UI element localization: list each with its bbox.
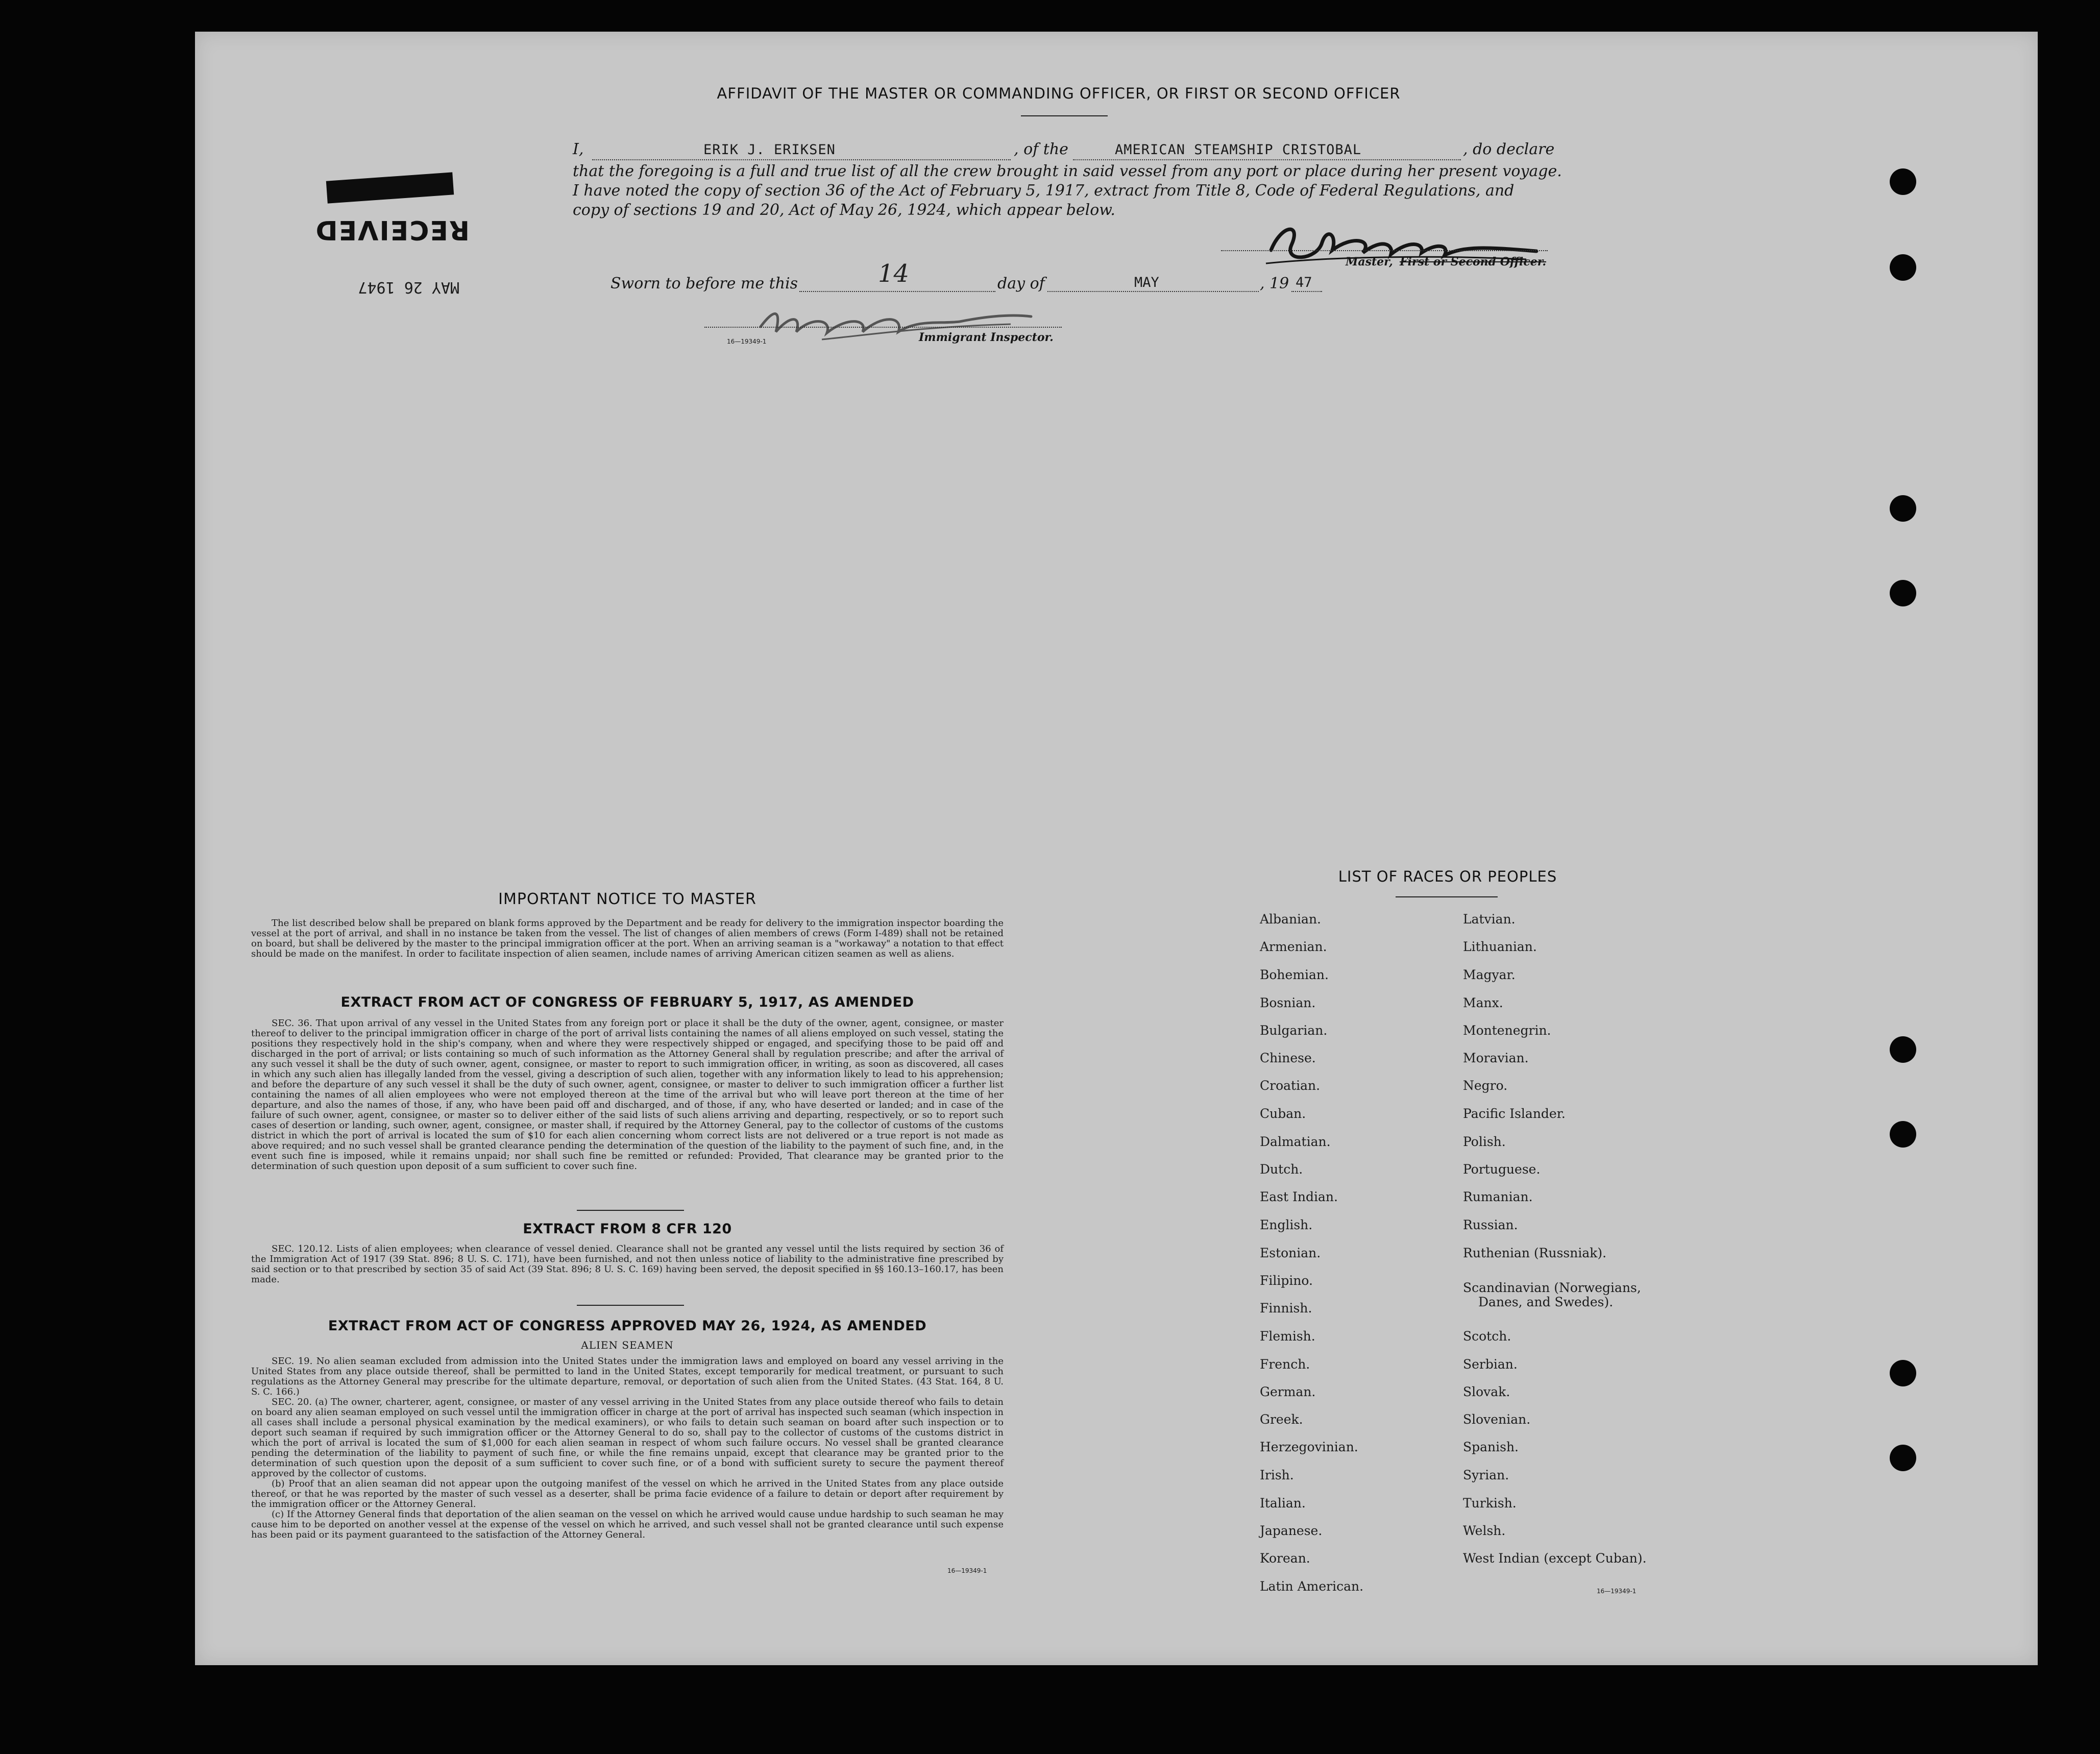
races-form-number: 16—19349-1 xyxy=(1597,1588,1637,1595)
race-right: Portuguese. xyxy=(1463,1162,1541,1177)
inspector-line xyxy=(704,327,1062,328)
race-left: Dutch. xyxy=(1260,1162,1303,1177)
affidavit-title: AFFIDAVIT OF THE MASTER OR COMMANDING OFFICER, OR FIRST OR SECOND OFFICER xyxy=(717,85,1401,102)
race-left: Albanian. xyxy=(1260,912,1322,927)
punch-hole xyxy=(1890,495,1916,522)
master-name: ERIK J. ERIKSEN xyxy=(703,142,836,158)
affidavit-line-4: copy of sections 19 and 20, Act of May 26, 1924, which appear below. xyxy=(573,201,1115,219)
race-left: Chinese. xyxy=(1260,1051,1316,1065)
extract-1917-heading: EXTRACT FROM ACT OF CONGRESS OF FEBRUARY 5, 1917, AS AMENDED xyxy=(340,994,914,1010)
race-right: Manx. xyxy=(1463,995,1503,1010)
of-the-label: , of the xyxy=(1014,140,1068,158)
race-right: Slovenian. xyxy=(1463,1412,1531,1427)
master-caption: Master, xyxy=(1346,255,1393,269)
race-right: Polish. xyxy=(1463,1134,1506,1149)
race-right: Pacific Islander. xyxy=(1463,1106,1566,1121)
race-left: Cuban. xyxy=(1260,1106,1306,1121)
extract-form-number: 16—19349-1 xyxy=(947,1567,987,1574)
sec-19-body: SEC. 19. No alien seaman excluded from admission into the United States under the immigration laws and employed on board any vessel arriving in the United States from any place outside thereof, shall be permitted to land in the United States, except temporarily for medical treatment, or pursuant to such regulations as the Attorney General may prescribe for the ultimate departure, removal, or deportation of such alien from the United States. (43 Stat. 164, 8 U. S. C. 166.) xyxy=(251,1356,1004,1397)
race-right-continuation: Danes, and Swedes). xyxy=(1478,1295,1614,1309)
race-left: Japanese. xyxy=(1260,1523,1323,1538)
race-right: Scandinavian (Norwegians, xyxy=(1463,1280,1641,1295)
race-right: Moravian. xyxy=(1463,1051,1529,1065)
race-right: Russian. xyxy=(1463,1217,1518,1232)
race-right: Scotch. xyxy=(1463,1329,1511,1344)
month-value: MAY xyxy=(1134,275,1159,290)
title-underline xyxy=(1021,115,1108,116)
race-right: Negro. xyxy=(1463,1078,1508,1093)
notice-heading: IMPORTANT NOTICE TO MASTER xyxy=(498,890,756,908)
master-signature-line xyxy=(1221,250,1548,251)
name-line xyxy=(592,159,1011,160)
race-left: French. xyxy=(1260,1357,1310,1372)
race-right: Spanish. xyxy=(1463,1440,1519,1454)
extract-cfr-section xyxy=(251,1221,1004,1285)
race-left: Filipino. xyxy=(1260,1273,1313,1288)
race-left: Bosnian. xyxy=(1260,995,1316,1010)
race-right: Syrian. xyxy=(1463,1468,1509,1482)
year-prefix: , 19 xyxy=(1260,275,1289,293)
race-left: Finnish. xyxy=(1260,1301,1312,1316)
punch-hole xyxy=(1890,1036,1916,1063)
race-right: Lithuanian. xyxy=(1463,939,1537,954)
notice-section xyxy=(251,890,1004,959)
race-left: English. xyxy=(1260,1217,1313,1232)
race-left: Korean. xyxy=(1260,1551,1310,1566)
do-declare-label: , do declare xyxy=(1463,140,1555,158)
inspector-caption: Immigrant Inspector. xyxy=(919,331,1054,344)
race-right: Welsh. xyxy=(1463,1523,1506,1538)
extract-1924-heading: EXTRACT FROM ACT OF CONGRESS APPROVED MAY 26, 1924, AS AMENDED xyxy=(328,1318,927,1334)
race-right: West Indian (except Cuban). xyxy=(1463,1551,1647,1566)
punch-hole xyxy=(1890,1360,1916,1386)
extract-cfr-body: SEC. 120.12. Lists of alien employees; when clearance of vessel denied. Clearance shall not be granted any vessel until the lists required by section 36 of the Immigration Act of 1917 (39 Stat. 896; 8 U. S. C. 171), have been furnished, and not then unless notice of liability to the administrative fine prescribed by said section or to that prescribed by section 35 of said Act (39 Stat. 896; 8 U. S. C. 169) having been served, the deposit specified in §§ 160.13–160.17, has been made. xyxy=(251,1244,1004,1285)
sec-20a-body: SEC. 20. (a) The owner, charterer, agent, consignee, or master of any vessel arriving in the United States from any place outside thereof who fails to detain on board any alien seaman employed on such vessel until the immigration officer in charge at the port of arrival has inspected such seaman (which inspection in all cases shall include a personal physical examination by the medical examiners), or who fails to detain such seaman on board after such inspection or to deport such seaman if required by such immigration officer or the Attorney General to do so, shall pay to the collector of customs of the customs district in which the port of arrival is located the sum of $1,000 for each alien seaman in respect of whom such failure occurs. No vessel shall be granted clearance pending the determination of the liability to payment of such fine, or while the fine remains unpaid, except that clearance may be granted prior to the determination of such question upon the deposit of a sum sufficient to cover such fine, or of a bond with sufficient surety to secure the payment thereof approved by the collector of customs. xyxy=(251,1397,1004,1479)
race-left: Armenian. xyxy=(1260,939,1327,954)
punch-hole xyxy=(1890,580,1916,606)
sworn-label: Sworn to before me this xyxy=(611,275,798,293)
race-left: Dalmatian. xyxy=(1260,1134,1331,1149)
affidavit-form-number: 16—19349-1 xyxy=(727,338,767,345)
day-of-label: day of xyxy=(997,275,1045,293)
sec-20b-body: (b) Proof that an alien seaman did not appear upon the outgoing manifest of the vessel on which he arrived in the United States from any place outside thereof, or that he was reported by the master of such vessel as a deserter, shall be prima facie evidence of a failure to detain or deport after requirement by the immigration officer or the Attorney General. xyxy=(251,1478,1004,1509)
race-left: Latin American. xyxy=(1260,1579,1364,1594)
race-left: East Indian. xyxy=(1260,1189,1338,1204)
race-right: Slovak. xyxy=(1463,1384,1510,1399)
affidavit-line-3: I have noted the copy of section 36 of the Act of February 5, 1917, extract from Title 8, Code of Federal Regulations, and xyxy=(573,182,1515,200)
vessel-name: AMERICAN STEAMSHIP CRISTOBAL xyxy=(1115,142,1362,158)
race-left: Italian. xyxy=(1260,1496,1306,1511)
race-left: Greek. xyxy=(1260,1412,1303,1427)
race-left: Herzegovinian. xyxy=(1260,1440,1358,1454)
punch-hole xyxy=(1890,1445,1916,1471)
race-right: Ruthenian (Russniak). xyxy=(1463,1246,1607,1260)
alien-seamen-subheading: ALIEN SEAMEN xyxy=(581,1339,674,1351)
punch-hole xyxy=(1890,168,1916,195)
divider xyxy=(577,1210,684,1211)
sec-20c-body: (c) If the Attorney General finds that deportation of the alien seaman on the vessel on which he arrived would cause undue hardship to such seaman he may cause him to be deported on another vessel at the expense of the vessel on which he arrived, and such vessel shall not be granted clearance until such expense has been paid or its payment guaranteed to the satisfaction of the Attorney General. xyxy=(251,1509,1004,1540)
race-right: Montenegrin. xyxy=(1463,1023,1551,1038)
year-line xyxy=(1291,291,1322,292)
stamp-date: MAY 26 1947 xyxy=(358,278,459,296)
extract-1924-section xyxy=(251,1318,1004,1540)
race-right: Rumanian. xyxy=(1463,1189,1533,1204)
month-line xyxy=(1047,291,1259,292)
day-line xyxy=(799,291,995,292)
extract-1917-section xyxy=(251,994,1004,1172)
race-right: Magyar. xyxy=(1463,967,1516,982)
year-suffix: 47 xyxy=(1296,275,1312,290)
race-left: Bulgarian. xyxy=(1260,1023,1328,1038)
punch-hole xyxy=(1890,254,1916,281)
race-right: Latvian. xyxy=(1463,912,1516,927)
race-left: Flemish. xyxy=(1260,1329,1315,1344)
race-right: Turkish. xyxy=(1463,1496,1517,1511)
received-stamp xyxy=(316,204,480,306)
race-right: Serbian. xyxy=(1463,1357,1518,1372)
extract-1917-body: SEC. 36. That upon arrival of any vessel in the United States from any foreign port or place it shall be the duty of the owner, agent, consignee, or master thereof to deliver to the principal immigration officer in charge of the port of arrival lists containing the names of all aliens employed on such vessel, stating the positions they respectively hold in the ship's company, when and where they were respectively shipped or engaged, and specifying those to be paid off and discharged in the port of arrival; or lists containing so much of such information as the Attorney General shall by regulation prescribe; and after the arrival of any such vessel it shall be the duty of such owner, agent, consignee, or master to report to such immigration officer, in writing, as soon as discovered, all cases in which any such alien has illegally landed from the vessel, giving a description of such alien, together with any information likely to lead to his apprehension; and before the departure of any such vessel it shall be the duty of such owner, agent, consignee, or master to deliver to such immigration officer a further list containing the names of all alien employees who were not employed thereon at the time of the arrival but who will leave port thereon at the time of her departure, and also the names of those, if any, who have been paid off and discharged, and of those, if any, who have deserted or landed; and in case of the failure of such owner, agent, consignee, or master so to deliver either of the said lists of such aliens arriving and departing, respectively, or so to report such cases of desertion or landing, such owner, agent, consignee, or master shall, if required by the Attorney General, pay to the collector of customs of the customs district in which the port of arrival is located the sum of $10 for each alien concerning whom correct lists are not delivered or a true report is not made as above required; and no such vessel shall be granted clearance pending the determination of the question of the liability to the payment of such fine, and, in the event such fine is imposed, while it remains unpaid; nor shall such fine be remitted or refunded: Provided, That clearance may be granted prior to the determination of such question upon deposit of a sum sufficient to cover such fine. xyxy=(251,1018,1004,1172)
divider xyxy=(577,1305,684,1306)
punch-hole xyxy=(1890,1121,1916,1148)
vessel-line xyxy=(1073,159,1461,160)
i-label: I, xyxy=(573,140,584,158)
notice-body: The list described below shall be prepared on blank forms approved by the Department and be ready for delivery to the immigration inspector boarding the vessel at the port of arrival, and shall in no instance be taken from the vessel. The list of changes of alien members of crews (Form I-489) shall not be retained on board, but shall be delivered by the master to the principal immigration officer at the port. When an arriving seaman is a "workaway" a notation to that effect should be made on the manifest. In order to facilitate inspection of alien seamen, include names of arriving American citizen seamen as well as aliens. xyxy=(251,918,1004,959)
race-left: Bohemian. xyxy=(1260,967,1329,982)
day-handwritten: 14 xyxy=(878,259,910,288)
affidavit-line-2: that the foregoing is a full and true list of all the crew brought in said vessel from any port or place during her present voyage. xyxy=(573,162,1562,180)
extract-cfr-heading: EXTRACT FROM 8 CFR 120 xyxy=(523,1221,732,1237)
races-heading: LIST OF RACES OR PEOPLES xyxy=(1338,868,1557,885)
races-underline xyxy=(1396,896,1498,897)
race-left: Croatian. xyxy=(1260,1078,1321,1093)
officer-struck: First or Second Officer. xyxy=(1400,255,1547,269)
stamp-received: RECEIVED xyxy=(314,214,470,245)
race-left: Irish. xyxy=(1260,1468,1294,1482)
race-left: German. xyxy=(1260,1384,1316,1399)
race-left: Estonian. xyxy=(1260,1246,1321,1260)
